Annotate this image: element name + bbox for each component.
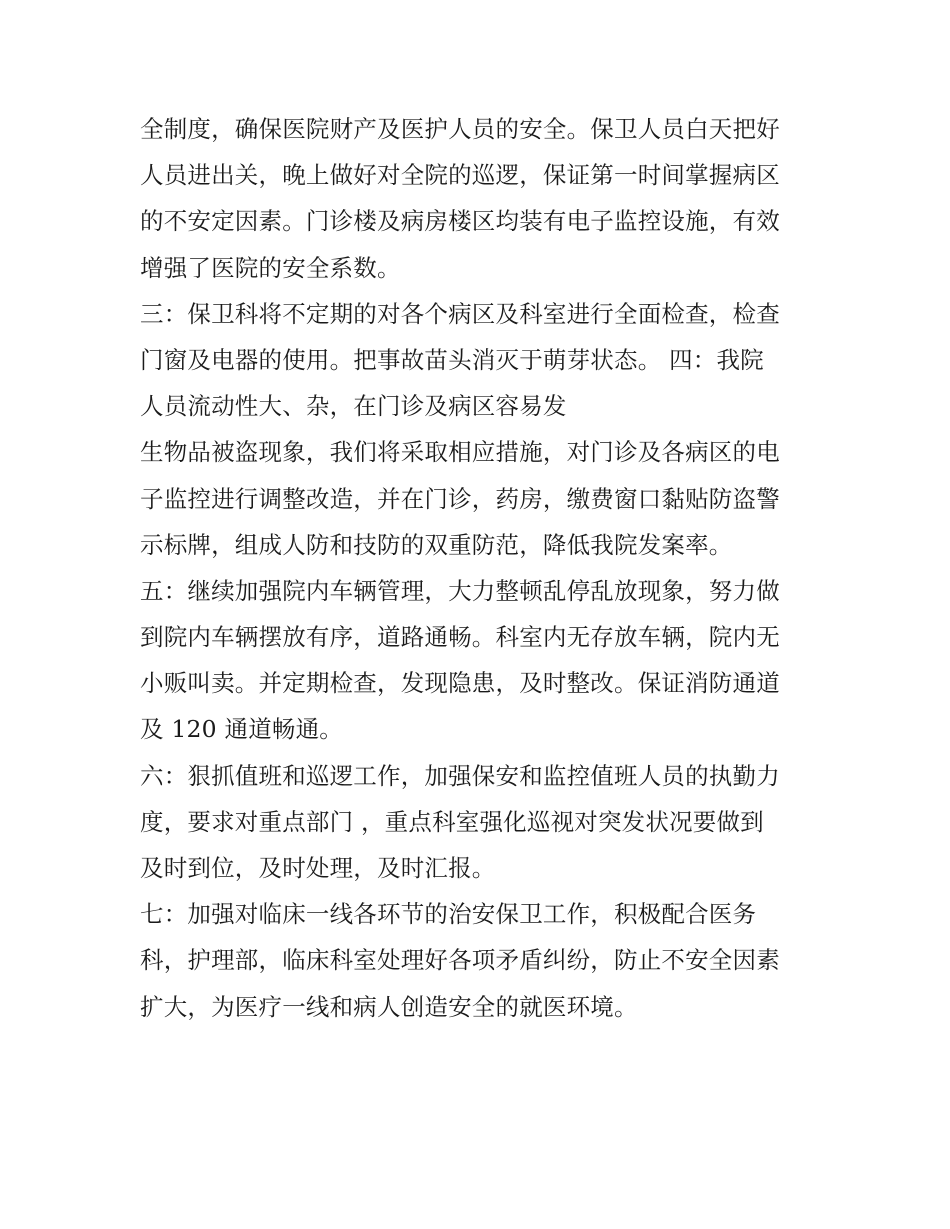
text-line-19: 科，护理部，临床科室处理好各项矛盾纠纷，防止不安全因素: [140, 946, 780, 975]
text-line-20: 扩大，为医疗一线和病人创造安全的就医环境。: [140, 992, 638, 1021]
text-line-12: 到院内车辆摆放有序，道路通畅。科室内无存放车辆，院内无: [140, 623, 780, 652]
text-line-13: 小贩叫卖。并定期检查，发现隐患，及时整改。保证消防通道: [140, 669, 780, 698]
text-line-9: 子监控进行调整改造，并在门诊，药房，缴费窗口黏贴防盗警: [140, 484, 780, 513]
text-line-7: 人员流动性大、杂，在门诊及病区容易发: [140, 392, 567, 421]
text-line-17: 及时到位，及时处理，及时汇报。: [140, 854, 496, 882]
text-line-2: 人员进出关，晚上做好对全院的巡逻，保证第一时间掌握病区: [140, 161, 780, 190]
text-line-18: 七：加强对临床一线各环节的治安保卫工作，积极配合医务: [140, 900, 757, 929]
text-line-1: 全制度，确保医院财产及医护人员的安全。保卫人员白天把好: [140, 115, 780, 143]
text-line-3: 的不安定因素。门诊楼及病房楼区均装有电子监控设施，有效: [140, 207, 780, 236]
text-line-14: 及 120 通道畅通。: [140, 715, 343, 744]
text-line-16: 度，要求对重点部门 ，重点科室强化巡视对突发状况要做到: [140, 807, 764, 836]
text-line-6: 门窗及电器的使用。把事故苗头消灭于萌芽状态。 四：我院: [140, 345, 764, 374]
body-text: [140, 106, 820, 1030]
text-line-11: 五：继续加强院内车辆管理，大力整顿乱停乱放现象，努力做: [140, 576, 780, 605]
text-line-10: 示标牌，组成人防和技防的双重防范，降低我院发案率。: [140, 530, 733, 559]
text-line-4: 增强了医院的安全系数。: [140, 253, 401, 282]
text-line-8: 生物品被盗现象，我们将采取相应措施，对门诊及各病区的电: [140, 438, 780, 467]
text-line-15: 六：狠抓值班和巡逻工作，加强保安和监控值班人员的执勤力: [140, 761, 780, 790]
text-line-5: 三：保卫科将不定期的对各个病区及科室进行全面检查，检查: [140, 299, 780, 328]
